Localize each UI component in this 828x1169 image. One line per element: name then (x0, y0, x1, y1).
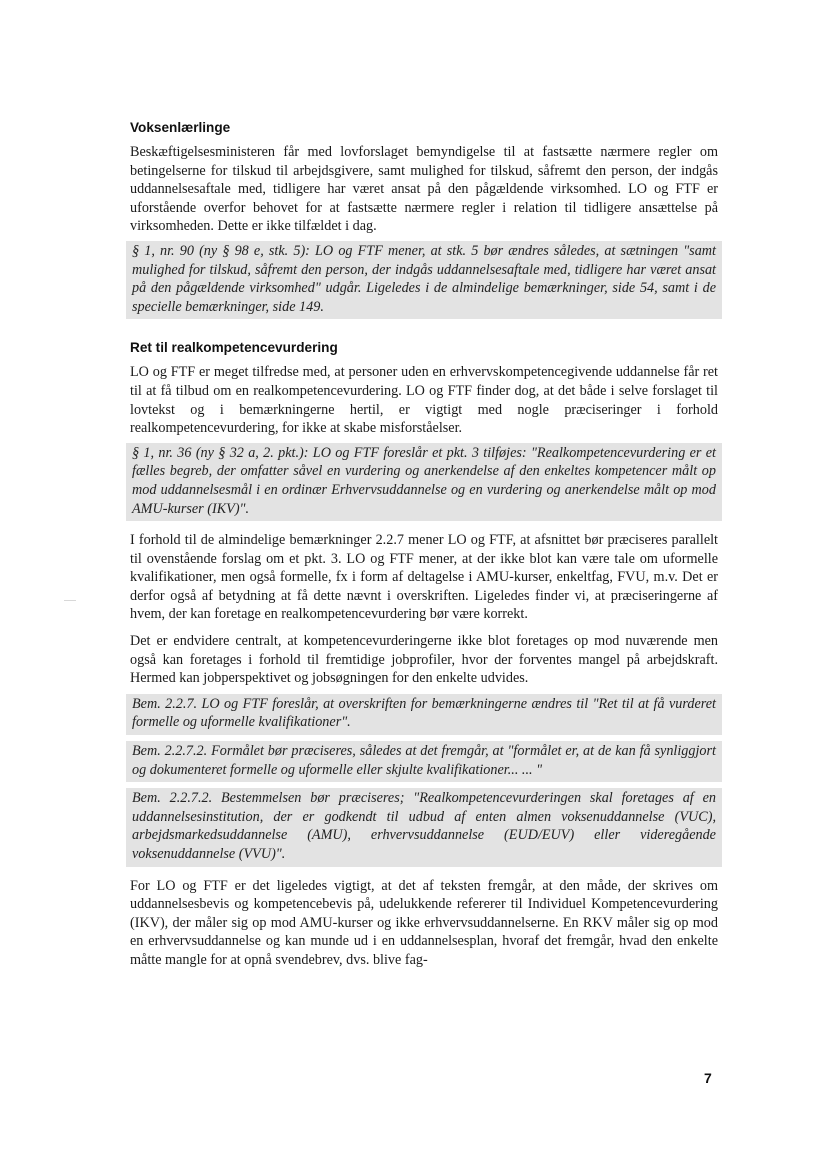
amendment-note-bem-2272-formaal: Bem. 2.2.7.2. Formålet bør præciseres, således at det fremgår, at "formålet er, at de kan få synliggjort og dokumenteret formelle og uformelle eller skjulte kvalifikationer... ... " (126, 741, 722, 782)
amendment-note-32a: § 1, nr. 36 (ny § 32 a, 2. pkt.): LO og FTF foreslår et pkt. 3 tilføjes: "Realkompetencevurdering er et fælles begreb, der omfatter såvel en vurdering og anerkendelse af den enkeltes kompetencer målt op mod uddannelsesmål i en ordinær Erhvervsuddannelse og en vurdering og anerkendelse målt op mod AMU-kurser (IKV)". (126, 443, 722, 521)
paragraph-voksenlaerlinge: Beskæftigelsesministeren får med lovforslaget bemyndigelse til at fastsætte nærmere regler om betingelserne for tilskud til arbejdsgivere, samt mulighed for tilskud, såfremt den person, der indgås uddannelsesaftale med, tidligere har været ansat på den pågældende virksomhed. LO og FTF er uforstående overfor behovet for at fastsætte nærmere regler i relation til tidligere ansættelse på virksomheden. Dette er ikke tilfældet i dag. (130, 144, 718, 235)
paragraph-realkompetence-intro: LO og FTF er meget tilfredse med, at personer uden en erhvervskompetencegivende uddannelse får ret til at få tilbud om en realkompetencevurdering. LO og FTF finder dog, at det både i selve forslaget til lovtekst og i bemærkningerne hertil, er vigtigt med nogle præciseringer i forhold realkompetencevurdering, for ikke at skabe misforståelser. (130, 364, 718, 437)
page-number: 7 (704, 1070, 712, 1086)
section-heading-realkompetence: Ret til realkompetencevurdering (130, 340, 338, 356)
amendment-note-bem-2272-bestemmelse: Bem. 2.2.7.2. Bestemmelsen bør præciseres; "Realkompetencevurderingen skal foretages af en uddannelsesinstitution, der er godkendt til udbud af enten almen voksenuddannelse (VUC), arbejdsmarkedsuddannelse (AMU), erhvervsuddannelse (EUD/EUV) eller videregående voksenuddannelse (VVU)". (126, 788, 722, 866)
paragraph-fremtidige-jobprofiler: Det er endvidere centralt, at kompetencevurderingerne ikke blot foretages op mod nuværende men også kan foretages i forhold til fremtidige jobprofiler, hvor der forventes mangel på arbejdskraft. Hermed kan jobperspektivet og jobsøgningen for den enkelte udvides. (130, 633, 718, 687)
amendment-note-bem-227: Bem. 2.2.7. LO og FTF foreslår, at overskriften for bemærkningerne ændres til "Ret til at få vurderet formelle og uformelle kvalifikationer". (126, 694, 722, 735)
amendment-note-98e: § 1, nr. 90 (ny § 98 e, stk. 5): LO og FTF mener, at stk. 5 bør ændres således, at sætningen "samt mulighed for tilskud, såfremt den person, der indgås uddannelsesaftale med, tidligere har været ansat på den pågældende virksomhed" udgår. Ligeledes i de almindelige bemærkninger, side 54, samt i de specielle bemærkninger, side 149. (126, 241, 722, 319)
scan-margin-mark (64, 600, 76, 601)
section-heading-voksenlaerlinge: Voksenlærlinge (130, 120, 231, 135)
paragraph-bemaerkninger-227: I forhold til de almindelige bemærkninger 2.2.7 mener LO og FTF, at afsnittet bør præciseres parallelt til ovenstående forslag om et pkt. 3. LO og FTF mener, at der ikke blot kan være tale om uformelle kvalifikationer, men også formelle, fx i form af deltagelse i AMU-kurser, enkeltfag, FVU, m.v. Det er derfor også af betydning at få dette nævnt i overskriften. Ligeledes finder vi, at præciseringerne af hvem, der kan foretage en realkompetencevurdering bør være korrekt. (130, 532, 718, 623)
page-content (130, 119, 718, 970)
paragraph-ikv-rkv: For LO og FTF er det ligeledes vigtigt, at det af teksten fremgår, at den måde, der skrives om uddannelsesbevis og kompetencebevis på, udelukkende refererer til Individuel Kompetencevurdering (IKV), der måler sig op mod AMU-kurser og ikke erhvervsuddannelserne. En RKV måler sig op mod en erhvervsuddannelse og kan munde ud i en uddannelsesplan, hvoraf det fremgår, hvad den enkelte måtte mangle for at opnå svendebrev, dvs. blive fag- (130, 877, 718, 968)
